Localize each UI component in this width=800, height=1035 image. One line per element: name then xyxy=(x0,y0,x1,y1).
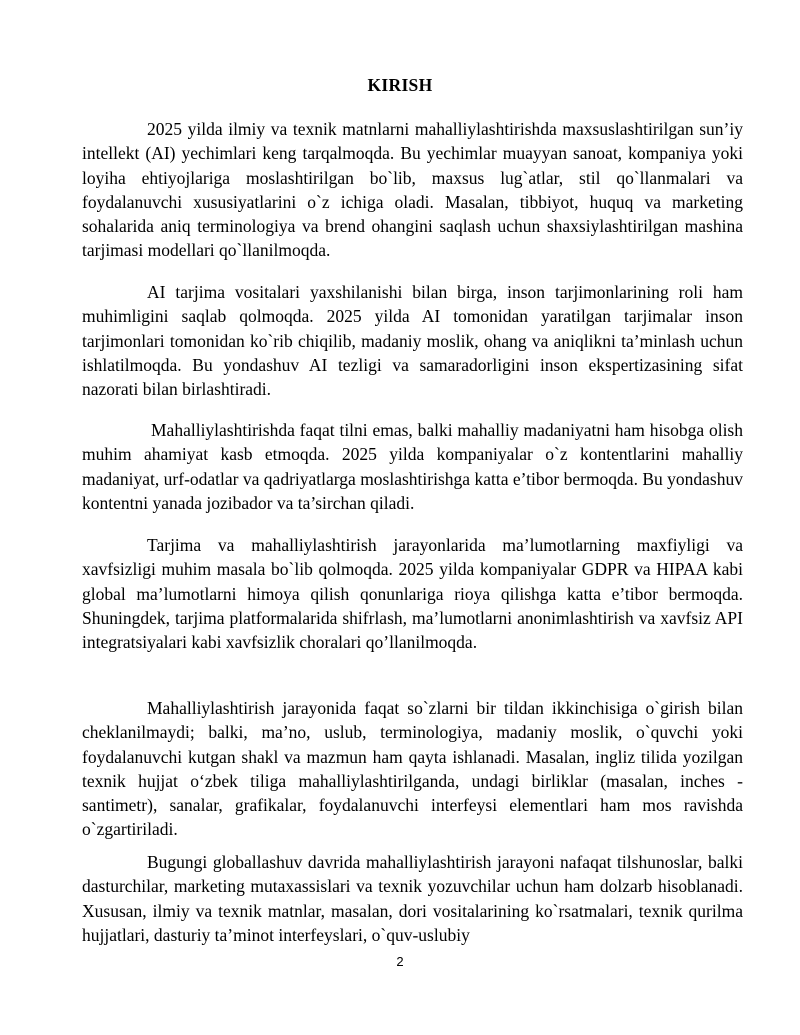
page-number: 2 xyxy=(396,954,404,969)
paragraph-5: Mahalliylashtirish jarayonida faqat so`zlarni bir tildan ikkinchisiga o`girish bilan cheklanilmaydi; balki, ma’no, uslub, terminologiya, madaniy moslik, o`quvchi yoki foydalanuvchi kutgan shakl va mazmun ham qayta ishlanadi. Masalan, ingliz tilida yozilgan texnik hujjat o‘zbek tiliga mahalliylashtirilganda, undagi birliklar (masalan, inches - santimetr), sanalar, grafikalar, foydalanuvchi interfeysi elementlari ham mos ravishda o`zgartiriladi. xyxy=(82,698,743,840)
paragraph-4: Tarjima va mahalliylashtirish jarayonlarida ma’lumotlarning maxfiyligi va xavfsizligi muhim masala bo`lib qolmoqda. 2025 yilda kompaniyalar GDPR va HIPAA kabi global ma’lumotlarni himoya qilish qonunlariga rioya qilishga katta e’tibor bermoqda. Shuningdek, tarjima platformalarida shifrlash, ma’lumotlarni anonimlashtirish va xavfsiz API integratsiyalari kabi xavfsizlik choralari qo’llanilmoqda. xyxy=(82,535,743,653)
paragraph-1: 2025 yilda ilmiy va texnik matnlarni mahalliylashtirishda maxsuslashtirilgan sun’iy intellekt (AI) yechimlari keng tarqalmoqda. Bu yechimlar muayyan sanoat, kompaniya yoki loyiha ehtiyojlariga moslashtirilgan bo`lib, maxsus lug`atlar, stil qo`llanmalari va foydalanuvchi xususiyatlarini o`z ichiga oladi. Masalan, tibbiyot, huquq va marketing sohalarida aniq terminologiya va brend ohangini saqlash uchun shaxsiylashtirilgan mashina tarjimasi modellari qo`llanilmoqda. xyxy=(82,119,743,261)
paragraph-6: Bugungi globallashuv davrida mahalliylashtirish jarayoni nafaqat tilshunoslar, balki dasturchilar, marketing mutaxassislari va texnik yozuvchilar uchun ham dolzarb hisoblanadi. Xususan, ilmiy va texnik matnlar, masalan, dori vositalarining ko`rsatmalari, texnik qurilma hujjatlari, dasturiy ta’minot interfeyslari, o`quv-uslubiy xyxy=(82,852,743,945)
paragraph-2: AI tarjima vositalari yaxshilanishi bilan birga, inson tarjimonlarining roli ham muhimligini saqlab qolmoqda. 2025 yilda AI tomonidan yaratilgan tarjimalar inson tarjimonlari tomonidan ko`rib chiqilib, madaniy moslik, ohang va aniqlikni ta’minlash uchun ishlatilmoqda. Bu yondashuv AI tezligi va samaradorligini inson ekspertizasining sifat nazorati bilan birlashtiradi. xyxy=(82,282,743,400)
paragraph-3: Mahalliylashtirishda faqat tilni emas, balki mahalliy madaniyatni ham hisobga olish muhim ahamiyat kasb etmoqda. 2025 yilda kompaniyalar o`z kontentlarini mahalliy madaniyat, urf-odatlar va qadriyatlarga moslashtirishga katta e’tibor bermoqda. Bu yondashuv kontentni yanada jozibador va ta’sirchan qiladi. xyxy=(82,420,743,513)
section-title: KIRISH xyxy=(367,75,433,95)
